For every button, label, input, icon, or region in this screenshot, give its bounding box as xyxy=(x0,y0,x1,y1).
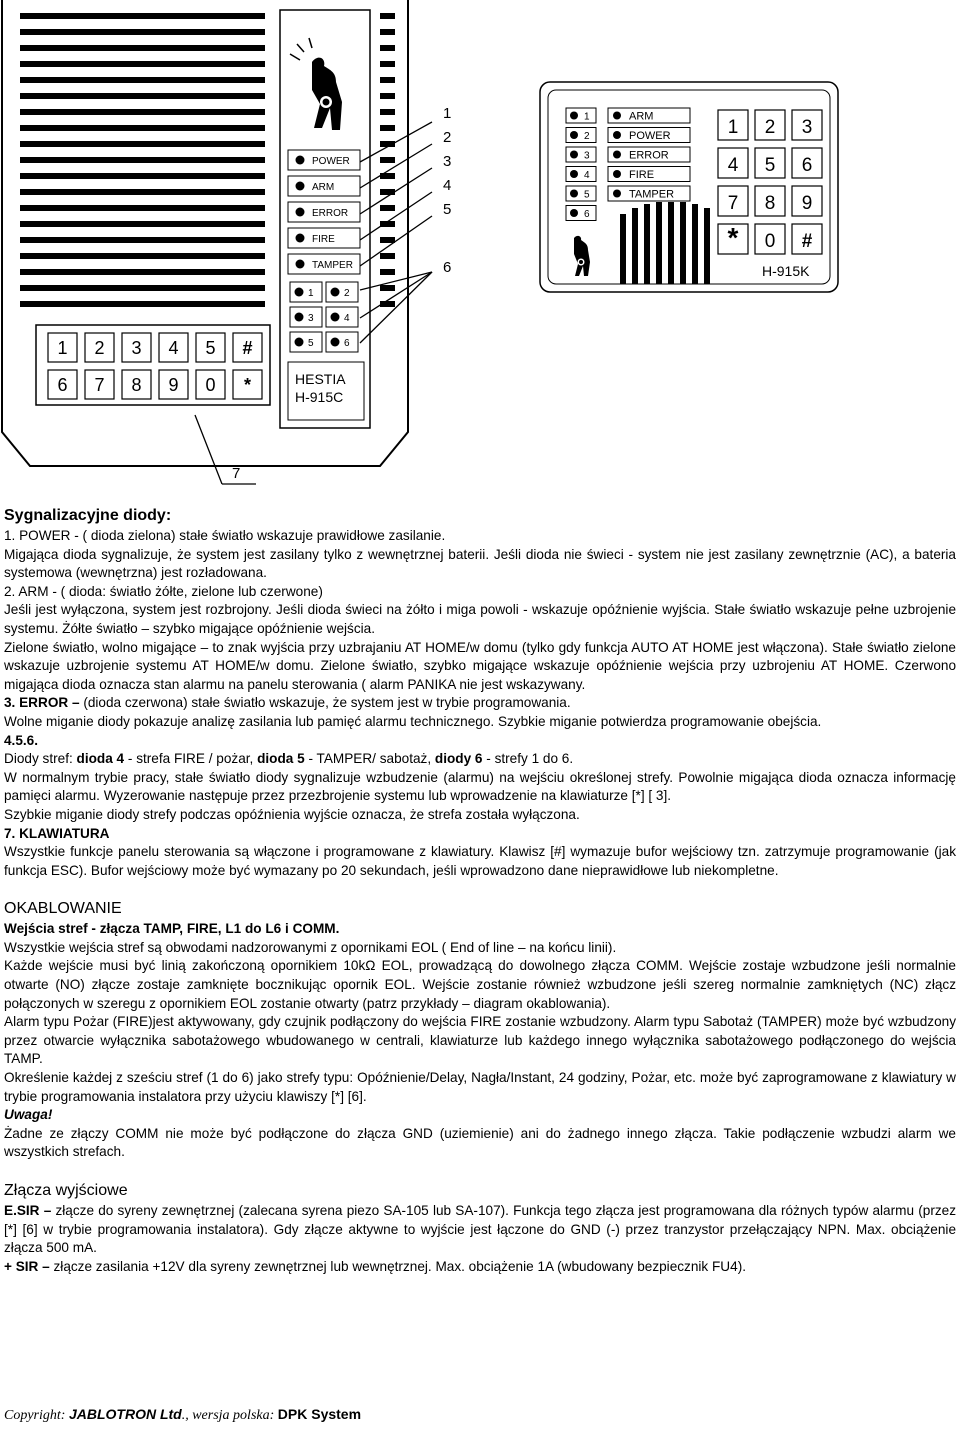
zone-led-3 xyxy=(566,147,596,162)
key-5[interactable] xyxy=(196,333,225,362)
svg-text:0: 0 xyxy=(205,375,216,395)
wiring-subtitle: Wejścia stref - złącza TAMP, FIRE, L1 do L6 i COMM. xyxy=(4,921,340,937)
svg-text:8: 8 xyxy=(131,375,142,395)
h915c-panel-diagram xyxy=(0,0,500,490)
svg-text:3: 3 xyxy=(308,313,314,324)
svg-text:6: 6 xyxy=(584,209,590,220)
zone-led-5 xyxy=(566,186,596,201)
p-error-1: 3. ERROR – (dioda czerwona) stałe światło wskazuje, że system jest w trybie programowania. xyxy=(4,695,571,711)
svg-text:#: # xyxy=(801,231,813,252)
h915c-brand-box xyxy=(288,362,364,420)
svg-text:5: 5 xyxy=(764,155,776,176)
led-label: TAMPER xyxy=(312,260,353,271)
p-zones-2: W normalnym trybie pracy, stałe światło diody sygnalizuje wzbudzenie (alarmu) na wejściu określonej strefy. Powolnie migająca dioda oznacza informację pamięci alarmu. Wyzerowanie następuje przez przezbrojenie systemu lub wprowadzenie na klawiaturze [*] [ 3]. xyxy=(4,769,956,804)
footer-copyright: Copyright: JABLOTRON Ltd., wersja polska: DPK System xyxy=(4,1406,362,1423)
key-2[interactable] xyxy=(85,333,114,362)
led-label: ARM xyxy=(312,182,335,193)
svg-text:5: 5 xyxy=(308,338,314,349)
p-power-1: 1. POWER - ( dioda zielona) stałe światło wskazuje prawidłowe zasilanie. xyxy=(4,528,446,543)
key-7[interactable] xyxy=(718,186,748,216)
zone-led-4 xyxy=(566,167,596,182)
svg-text:6: 6 xyxy=(344,338,350,349)
led-label: ERROR xyxy=(312,208,349,219)
p-output-2: + SIR – złącze zasilania +12V dla syreny zewnętrznej lub wewnętrznej. Max. obciążenie 1A (wbudowany bezpiecznik FU4). xyxy=(4,1258,746,1274)
svg-text:9: 9 xyxy=(168,375,179,395)
p-output-1: E.SIR – złącze do syreny zewnętrznej (zalecana syrena piezo SA-105 lub SA-107). Funkcja tego złącza jest programowana dla różnych typów alarmu (przez [*] [6] w trybie programowania instalatora). Gdy złącze aktywne to wyjście jest łączone do GND (-) przez tranzystor przełączający NPN. Max. obciążenie złącza 500 mA. xyxy=(4,1203,956,1256)
led-label: FIRE xyxy=(312,234,335,245)
svg-text:POWER: POWER xyxy=(629,130,671,142)
svg-text:3: 3 xyxy=(801,117,813,138)
svg-text:1: 1 xyxy=(584,111,590,123)
callout-5: 5 xyxy=(443,201,452,218)
key-#[interactable] xyxy=(792,224,822,254)
h915k-keypad-diagram xyxy=(530,78,846,296)
svg-text:2: 2 xyxy=(94,338,105,358)
key-9[interactable] xyxy=(792,186,822,216)
zone-led-2 xyxy=(566,128,596,143)
svg-text:*: * xyxy=(727,222,739,253)
svg-text:3: 3 xyxy=(584,150,590,162)
led-label: POWER xyxy=(312,156,350,167)
zone-led-6 xyxy=(326,332,358,352)
zone-led-2 xyxy=(326,282,358,302)
svg-text:#: # xyxy=(242,338,253,358)
svg-text:4: 4 xyxy=(168,338,179,358)
key-4[interactable] xyxy=(718,148,748,178)
p-zones-3: Szybkie miganie diody strefy podczas opóźnienia wyjście oznacza, że strefa została wyłączona. xyxy=(4,806,580,822)
wiring-title: OKABLOWANIE xyxy=(4,900,122,918)
svg-text:2: 2 xyxy=(584,131,590,142)
model-label: H-915C xyxy=(295,389,344,405)
svg-text:4: 4 xyxy=(344,313,350,324)
zone-led-6 xyxy=(566,206,596,221)
svg-text:7: 7 xyxy=(94,375,105,395)
zone-led-1 xyxy=(566,108,596,123)
led-power xyxy=(288,150,360,170)
zone-led-3 xyxy=(290,307,322,327)
svg-text:2: 2 xyxy=(344,288,350,299)
svg-text:4: 4 xyxy=(584,170,590,181)
p-arm-2: Jeśli jest wyłączona, system jest rozbrojony. Jeśli dioda świeci na żółto i miga powoli - wskazuje opóźnienie wyjścia. Stałe światło wskazuje pełne uzbrojenie systemu. Żółte światło – szybko migające opóźnienie wejścia. xyxy=(4,602,956,636)
key-*[interactable] xyxy=(233,370,262,399)
svg-text:*: * xyxy=(243,375,252,395)
key-0[interactable] xyxy=(196,370,225,399)
callout-2: 2 xyxy=(443,129,452,146)
p-power-2: Migająca dioda sygnalizuje, że system jest zasilany tylko z wewnętrznej baterii. Jeśli dioda nie świeci - system nie jest zasilany zewnętrznie (AC), a bateria systemowa (wewnętrzna) jest rozładowana. xyxy=(4,546,956,581)
key-3[interactable] xyxy=(792,110,822,140)
svg-text:ERROR: ERROR xyxy=(629,149,669,162)
svg-text:FIRE: FIRE xyxy=(629,169,655,181)
outputs-title: Złącza wyjściowe xyxy=(4,1182,128,1199)
brand-label: HESTIA xyxy=(295,371,346,387)
svg-text:6: 6 xyxy=(801,155,813,176)
callout-4: 4 xyxy=(443,177,452,194)
led-tamper xyxy=(288,254,360,274)
p-zones-1: Diody stref: dioda 4 - strefa FIRE / pożar, dioda 5 - TAMPER/ sabotaż, diody 6 - strefy 1 do 6. xyxy=(4,751,574,767)
svg-text:9: 9 xyxy=(801,193,813,214)
warning-label: Uwaga! xyxy=(4,1107,53,1123)
led-power xyxy=(608,128,690,143)
model-label: H-915K xyxy=(762,263,810,279)
key-8[interactable] xyxy=(755,186,785,216)
key-3[interactable] xyxy=(122,333,151,362)
key-4[interactable] xyxy=(159,333,188,362)
svg-text:1: 1 xyxy=(308,288,314,299)
p-arm-3: Zielone światło, wolno migające – to znak wyjścia przy uzbrajaniu AT HOME/w domu (tylko gdy funkcja AUTO AT HOME jest włączona). Stałe światło zielone wskazuje uzbrojenie systemu AT HOME/w domu. Zielone światło, szybko migające wskazuje opóźnienie wejścia przy uzbrojeniu AT HOME. Czerwono migająca dioda oznacza stan alarmu na panelu sterowania ( alarm PANIKA nie jest wskazywany. xyxy=(4,639,956,692)
p-keypad-head: 7. KLAWIATURA xyxy=(4,825,110,841)
key-6[interactable] xyxy=(792,148,822,178)
led-fire xyxy=(608,167,690,182)
svg-text:5: 5 xyxy=(584,189,590,201)
section-title: Sygnalizacyjne diody: xyxy=(4,507,172,524)
svg-text:7: 7 xyxy=(727,193,739,214)
svg-text:1: 1 xyxy=(57,338,68,358)
key-6[interactable] xyxy=(48,370,77,399)
document-body xyxy=(4,505,956,1276)
svg-text:TAMPER: TAMPER xyxy=(629,188,675,201)
key-9[interactable] xyxy=(159,370,188,399)
key-2[interactable] xyxy=(755,110,785,140)
key-8[interactable] xyxy=(122,370,151,399)
zone-led-1 xyxy=(290,282,322,302)
p-zones-head: 4.5.6. xyxy=(4,732,39,748)
key-7[interactable] xyxy=(85,370,114,399)
callout-7: 7 xyxy=(232,465,241,482)
led-error xyxy=(288,202,360,222)
p-wiring-1: Wszystkie wejścia stref są obwodami nadzorowanymi z opornikami EOL ( End of line – na końcu linii). xyxy=(4,939,617,955)
svg-text:2: 2 xyxy=(764,117,776,138)
p-wiring-3: Alarm typu Pożar (FIRE)jest aktywowany, gdy czujnik podłączony do wejścia FIRE zostanie wzbudzony. Alarm typu Sabotaż (TAMPER) może być wzbudzony przez otwarcie wyłącznika sabotażowego wbudowanego w centrali, klawiaturze lub każdego innego wyłącznika sabotażowego podłączonego do wejścia TAMP. xyxy=(4,1014,956,1067)
svg-text:5: 5 xyxy=(205,338,216,358)
led-arm xyxy=(608,108,690,123)
p-wiring-2: Każde wejście musi być linią zakończoną opornikiem 10kΩ EOL, prowadzącą do dowolnego złącza COMM. Wejście zostaje wzbudzone jeśli normalnie otwarte (NO) złącze zostaje zamknięte bocznikując opornik EOL. Wejście zostanie również wzbudzone jeśli szereg normalnie zamkniętych (NC) złącz połączonych w szeregu z opornikiem EOL zostanie otwarty (patrz przykłady – diagram okablowania). xyxy=(4,958,956,1011)
callout-1: 1 xyxy=(443,105,452,122)
p-wiring-4: Określenie każdej z sześciu stref (1 do 6) jako strefy typu: Opóźnienie/Delay, Nagła/Instant, 24 godziny, Pożar, etc. może być zaprogramowane z klawiatury w trybie programowania instalatora przy użyciu klawiszy [*] [6]. xyxy=(4,1070,956,1104)
led-tamper xyxy=(608,186,690,201)
svg-text:ARM: ARM xyxy=(629,110,654,123)
callout-6: 6 xyxy=(443,259,452,276)
zone-led-4 xyxy=(326,307,358,327)
svg-text:0: 0 xyxy=(764,231,776,252)
p-arm-1: 2. ARM - ( dioda: światło żółte, zielone lub czerwone) xyxy=(4,583,323,599)
key-*[interactable] xyxy=(718,222,748,254)
zone-led-5 xyxy=(290,332,322,352)
key-1[interactable] xyxy=(48,333,77,362)
key-1[interactable] xyxy=(718,110,748,140)
led-arm xyxy=(288,176,360,196)
led-fire xyxy=(288,228,360,248)
p-wiring-5: Żadne ze złączy COMM nie może być podłączone do złącza GND (uziemienie) ani do żadnego innego złącza. Takie podłączenie wzbudzi alarm we wszystkich strefach. xyxy=(4,1125,956,1160)
svg-text:8: 8 xyxy=(764,193,776,214)
key-0[interactable] xyxy=(755,224,785,254)
svg-text:1: 1 xyxy=(727,117,739,138)
p-keypad: Wszystkie funkcje panelu sterowania są włączone i programowane z klawiatury. Klawisz [#] wymazuje bufor wejściowy tzn. zatrzymuje programowanie (jak funkcja ESC). Bufor wejściowy może być wymazany po 20 sekundach, jeśli wprowadzono dane nieprawidłowe lub niekompletne. xyxy=(4,844,956,878)
svg-text:6: 6 xyxy=(57,375,68,395)
key-#[interactable] xyxy=(233,333,262,362)
callout-3: 3 xyxy=(443,153,452,170)
svg-text:3: 3 xyxy=(131,338,142,358)
key-5[interactable] xyxy=(755,148,785,178)
svg-text:4: 4 xyxy=(727,155,739,176)
p-error-2: Wolne miganie diody pokazuje analizę zasilania lub pamięć alarmu technicznego. Szybkie miganie potwierdza programowanie obejścia. xyxy=(4,713,822,729)
led-error xyxy=(608,147,690,162)
